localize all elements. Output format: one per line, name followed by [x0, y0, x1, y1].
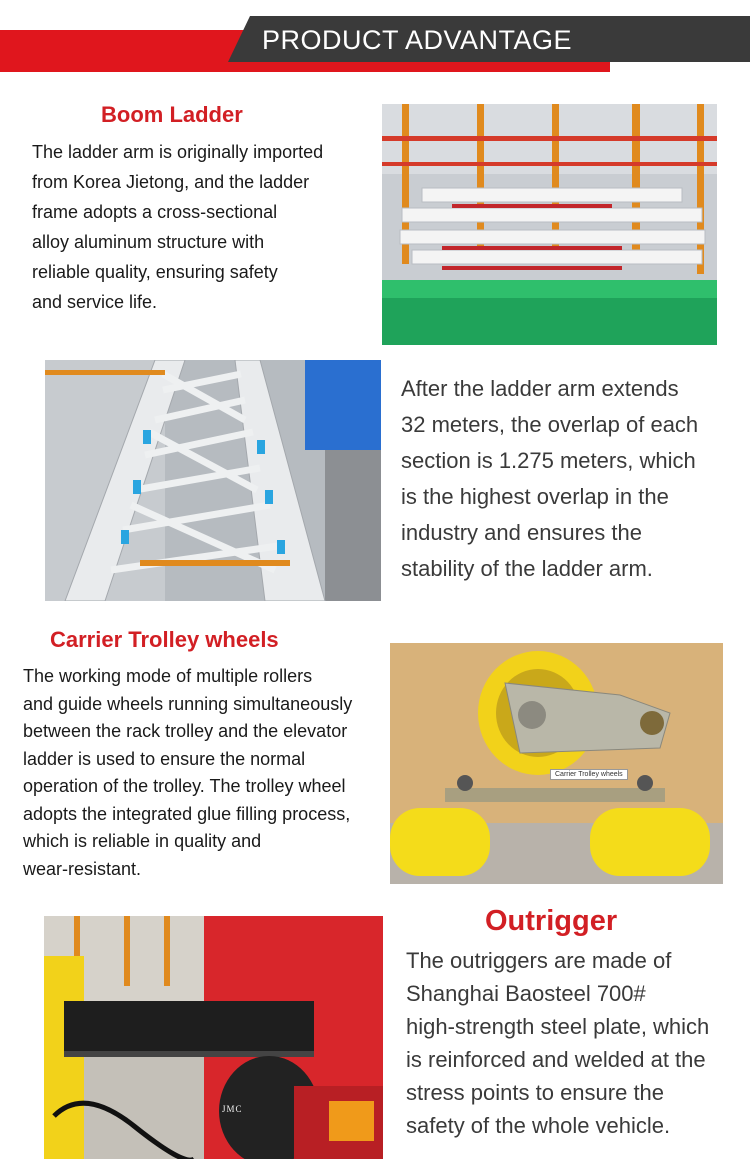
boom-ladder-heading: Boom Ladder	[101, 102, 243, 127]
outrigger-heading: Outrigger	[485, 905, 618, 937]
banner-title: PRODUCT ADVANTAGE	[262, 25, 573, 55]
boom-ladder-factory-photo	[382, 104, 717, 345]
boom-ladder-text: The ladder arm is originally imported from Korea Jietong, and the ladder frame adopts a cross-sectional alloy aluminum structure with reliable quality, ensuring safety and service life.	[32, 142, 324, 312]
ladder-truss-photo	[45, 360, 381, 601]
trolley-photo-caption: Carrier Trolley wheels	[550, 769, 628, 780]
section-banner	[0, 0, 750, 80]
overlap-text: After the ladder arm extends 32 meters, the overlap of each section is 1.275 meters, which is the highest overlap in the industry and ensures the stability of the ladder arm.	[401, 376, 699, 581]
trolley-text: The working mode of multiple rollers and guide wheels running simultaneously between the rack trolley and the elevator ladder is used to ensure the normal operation of the trolley. The trolley wheel adopts the integrated glue filling process, which is reliable in quality and wear-resistant.	[23, 666, 353, 879]
jmc-logo: JMC	[222, 1104, 243, 1114]
outrigger-photo	[44, 916, 383, 1159]
outrigger-text: The outriggers are made of Shanghai Baosteel 700# high-strength steel plate, which is reinforced and welded at the stress points to ensure the safety of the whole vehicle.	[406, 948, 710, 1138]
trolley-wheels-photo	[390, 643, 723, 884]
trolley-heading: Carrier Trolley wheels	[50, 627, 279, 652]
